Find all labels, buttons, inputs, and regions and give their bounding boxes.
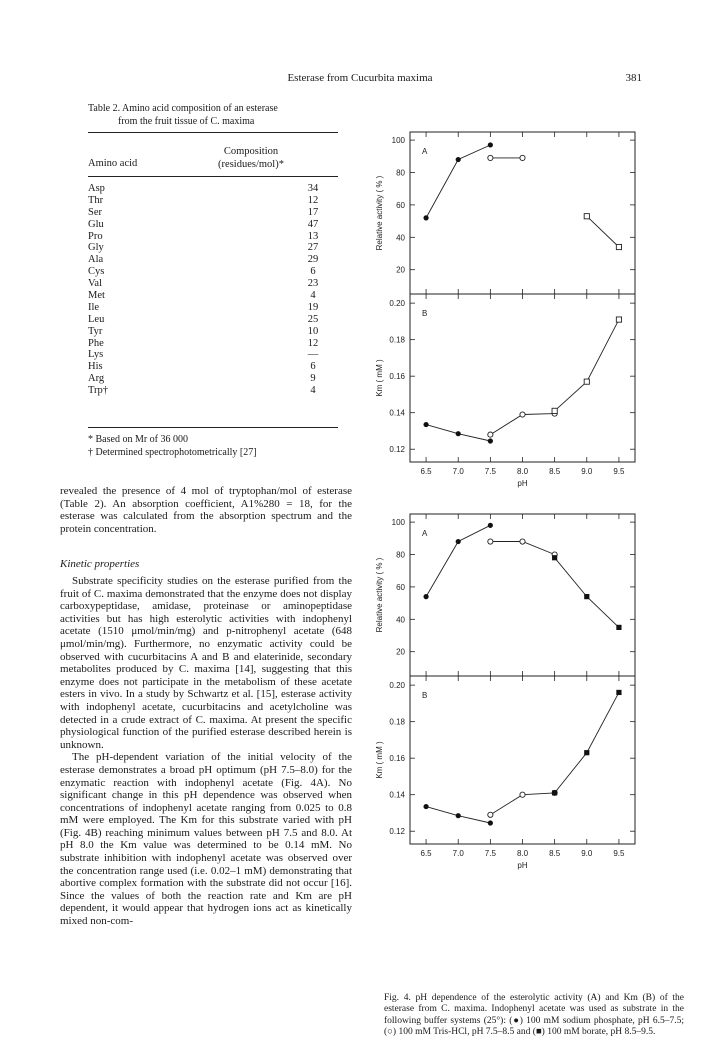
composition-cell: 47 [307, 218, 319, 230]
data-point [488, 523, 493, 528]
table-bottom-rule [88, 427, 338, 428]
table-top-rule [88, 132, 338, 133]
data-point [488, 539, 493, 544]
y-tick-label: 0.12 [389, 827, 405, 837]
paragraph-3: The pH-dependent variation of the initial velocity of the esterase demonstrates a broad pH optimum (pH 7.5–8.0) for the enzymatic reaction with indophenyl acetate (Fig. 4A). No significant change in this pH dependence was observed when concentrations of indophenyl acetate ranging from 0.025 to 0.8 mM were employed. The Km for this substrate varied with pH (Fig. 4B) reaching minimum values between pH 7.5 and 8.0. At pH 8.0 the Km value was determined to be 0.14 mM. No substrate inhibition with indophenyl acetate was observed over the concentration range used (i.e. 0.02–1 mM) demonstrating that abortive complex formation with the substrate did not occur [16]. Since the values of both the reaction rate and Km are pH dependent, it would appear that hydrogen ions act as kinetically mixed non-com- [60, 751, 352, 928]
panel-letter: A [422, 529, 428, 538]
composition-cell: 12 [307, 194, 319, 206]
table-header-composition [196, 145, 306, 171]
table-row [88, 290, 316, 302]
y-tick-label: 0.20 [389, 299, 405, 309]
data-point [423, 422, 428, 427]
amino-acid-cell: Ser [88, 206, 102, 218]
amino-acid-cell: Met [88, 290, 105, 302]
composition-cell: 10 [307, 325, 319, 337]
data-point [616, 690, 621, 695]
y-tick-label: 60 [396, 200, 405, 210]
table-row [88, 266, 316, 278]
composition-cell: 34 [307, 183, 319, 194]
y-axis-label: Relative activity ( % ) [375, 175, 384, 251]
y-tick-label: 20 [396, 647, 405, 657]
figure-4-top [360, 124, 680, 494]
table-caption-line1: Table 2. Amino acid composition of an esterase [88, 103, 278, 114]
table-body [88, 183, 319, 397]
amino-acid-cell: Lys [88, 349, 104, 361]
composition-cell: 19 [307, 301, 319, 313]
y-tick-label: 0.20 [389, 681, 405, 691]
composition-cell: 6 [310, 361, 316, 373]
x-tick-label: 9.0 [581, 467, 593, 476]
series-line [555, 558, 619, 628]
data-point [616, 625, 621, 630]
table-row [88, 194, 319, 207]
y-tick-label: 0.14 [389, 408, 405, 418]
composition-cell: 27 [307, 242, 319, 254]
page-number: 381 [625, 72, 642, 84]
x-tick-label: 8.0 [516, 467, 529, 476]
composition-cell: 4 [310, 290, 316, 302]
amino-acid-cell: His [88, 361, 103, 373]
amino-acid-cell: Asp [88, 183, 105, 194]
data-point [520, 155, 525, 160]
table-row [88, 325, 319, 338]
panel-letter: B [422, 691, 428, 700]
x-axis-label: pH [517, 479, 528, 488]
panel-letter: A [422, 147, 428, 156]
table-row [88, 242, 319, 254]
table-row [88, 313, 319, 326]
composition-header-line2: (residues/mol)* [218, 159, 284, 170]
composition-cell: 6 [310, 266, 316, 278]
y-tick-label: 100 [391, 136, 405, 146]
y-tick-label: 60 [396, 582, 405, 592]
chart-panel-A [375, 514, 635, 676]
composition-cell: 9 [310, 373, 316, 385]
y-tick-label: 20 [396, 265, 405, 275]
amino-acid-cell: Tyr [88, 325, 103, 337]
running-head-text: Esterase from Cucurbita maxima [287, 72, 433, 84]
data-point [488, 142, 493, 147]
y-tick-label: 80 [396, 550, 405, 560]
data-point [584, 379, 589, 384]
amino-acid-cell: Val [88, 278, 102, 290]
x-tick-label: 6.5 [420, 849, 432, 858]
y-tick-label: 40 [396, 615, 405, 625]
table-footnote-2: † Determined spectrophotometrically [27] [88, 447, 257, 458]
y-tick-label: 0.16 [389, 372, 405, 382]
x-tick-label: 8.0 [516, 849, 529, 858]
data-point [584, 214, 589, 219]
data-point [584, 750, 589, 755]
amino-acid-cell: Ile [88, 301, 100, 313]
amino-acid-cell: Pro [88, 230, 103, 242]
running-head [0, 72, 720, 84]
amino-acid-cell: Trp† [88, 385, 109, 397]
body-paragraphs [60, 575, 352, 928]
table-row [88, 206, 319, 219]
y-axis-label: Km ( mM ) [375, 359, 384, 397]
amino-acid-cell: Phe [88, 337, 104, 349]
composition-cell: 23 [307, 278, 319, 290]
data-point [456, 431, 461, 436]
body-paragraph-1 [60, 485, 352, 535]
y-axis-label: Relative activity ( % ) [375, 557, 384, 633]
paragraph-text: revealed the presence of 4 mol of tryptophan/mol of esterase (Table 2). An absorption coefficient, A1%280 = 18, for the esterase was calculated from the absorption spectrum and the protein concentration. [60, 485, 352, 535]
x-tick-label: 9.5 [613, 849, 625, 858]
x-tick-label: 8.5 [549, 849, 561, 858]
x-tick-label: 7.5 [484, 467, 496, 476]
data-point [456, 813, 461, 818]
data-point [423, 804, 428, 809]
data-point [488, 155, 493, 160]
composition-cell: 25 [307, 313, 319, 325]
amino-acid-cell: Ala [88, 254, 104, 266]
x-tick-label: 9.0 [581, 849, 593, 858]
table-row [88, 278, 319, 290]
data-point [552, 408, 557, 413]
table-header-rule [88, 176, 338, 177]
data-point [520, 792, 525, 797]
composition-cell: 4 [310, 385, 316, 397]
table-footnote-1: * Based on Mr of 36 000 [88, 434, 188, 445]
series-line [426, 145, 490, 218]
series-line [587, 216, 619, 247]
x-axis-label: pH [517, 861, 528, 870]
panel-letter: B [422, 309, 428, 318]
composition-cell: 12 [307, 337, 319, 349]
y-tick-label: 0.18 [389, 335, 405, 345]
composition-cell: 17 [307, 206, 319, 218]
table-row [88, 254, 319, 266]
amino-acid-cell: Leu [88, 313, 105, 325]
amino-acid-cell: Gly [88, 242, 104, 254]
amino-acid-cell: Thr [88, 194, 104, 206]
data-point [616, 244, 621, 249]
y-tick-label: 0.14 [389, 790, 405, 800]
data-point [488, 820, 493, 825]
series-line [555, 320, 619, 411]
y-tick-label: 100 [391, 518, 405, 528]
y-tick-label: 0.12 [389, 445, 405, 455]
series-line [555, 692, 619, 793]
table-row [88, 230, 319, 243]
y-axis-label: Km ( mM ) [375, 741, 384, 779]
data-point [456, 157, 461, 162]
data-point [552, 555, 557, 560]
data-point [488, 438, 493, 443]
amino-acid-cell: Cys [88, 266, 105, 278]
table-row [88, 349, 319, 361]
composition-cell: — [307, 349, 319, 361]
composition-cell: 29 [307, 254, 319, 266]
table-row [88, 218, 319, 231]
table-row [88, 183, 319, 195]
table-row [88, 373, 316, 385]
x-tick-label: 8.5 [549, 467, 561, 476]
y-tick-label: 40 [396, 233, 405, 243]
data-point [616, 317, 621, 322]
data-point [520, 412, 525, 417]
table-caption-line2: from the fruit tissue of C. maxima [118, 116, 255, 127]
data-point [584, 594, 589, 599]
data-point [456, 539, 461, 544]
series-line [426, 525, 490, 596]
chart-panel-B [375, 676, 635, 870]
y-tick-label: 0.16 [389, 754, 405, 764]
x-tick-label: 9.5 [613, 467, 625, 476]
paragraph-2: Substrate specificity studies on the esterase purified from the fruit of C. maxima demonstrated that the enzyme does not display carboxypeptidase, amidase, proteinase or aminopeptidase activities but has high esterolytic activities with indophenyl acetate (1510 μmol/min/mg) and p-nitrophenyl acetate (648 μmol/min/mg). Furthermore, no enzymatic activity could be observed with cucurbitacins A and B and elaterinide, secondary metabolites produced by C. maxima [14], suggesting that this enzyme does not participate in the metabolism of these acetate esters in vivo. In a study by Schwartz et al. [15], esterase activity with indophenyl acetate, cucurbitacins and acetylcholine was detected in a crude extract of C. maxima. At present the specific physiological function of the purified esterase described herein is unknown. [60, 575, 352, 751]
figure-4-bottom [360, 506, 680, 876]
data-point [552, 790, 557, 795]
data-point [423, 215, 428, 220]
table-row [88, 337, 319, 350]
chart-panel-B [375, 294, 635, 488]
y-tick-label: 80 [396, 168, 405, 178]
section-heading: Kinetic properties [60, 558, 140, 570]
table-caption [88, 102, 338, 128]
table-row [88, 301, 319, 314]
y-tick-label: 0.18 [389, 717, 405, 727]
table-footnotes [88, 433, 338, 459]
x-tick-label: 7.0 [452, 467, 464, 476]
amino-acid-cell: Glu [88, 218, 104, 230]
composition-cell: 13 [307, 230, 319, 242]
x-tick-label: 7.0 [452, 849, 464, 858]
table-header-amino-acid: Amino acid [88, 158, 138, 169]
data-point [423, 594, 428, 599]
data-point [488, 432, 493, 437]
x-tick-label: 7.5 [484, 849, 496, 858]
data-point [520, 539, 525, 544]
figure-caption: Fig. 4. pH dependence of the esterolytic activity (A) and Km (B) of the esterase from C. maxima. Indophenyl acetate was used as substrate in the following buffer systems (25°): (●) 100 mM sodium phosphate, pH 6.5–7.5; (○) 100 mM Tris-HCl, pH 7.5–8.5 and (■) 100 mM borate, pH 8.5–9.5. [384, 993, 684, 1037]
amino-acid-cell: Arg [88, 373, 105, 385]
x-tick-label: 6.5 [420, 467, 432, 476]
table-row [88, 361, 316, 373]
chart-panel-A [375, 132, 635, 294]
table-row [88, 385, 316, 397]
data-point [488, 812, 493, 817]
composition-header-line1: Composition [223, 146, 279, 157]
